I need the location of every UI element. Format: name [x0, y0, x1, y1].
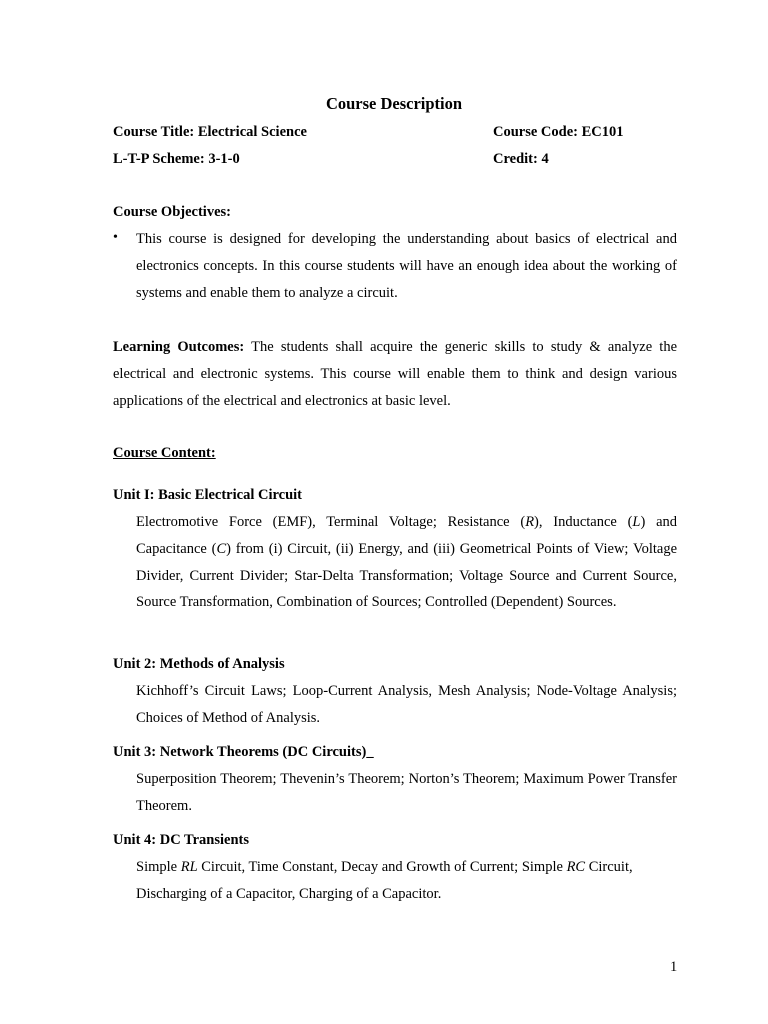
learning-outcomes	[113, 334, 677, 414]
page-title: Course Description	[325, 94, 463, 113]
unit4-text	[136, 854, 677, 908]
unit1-text	[136, 509, 677, 616]
objectives-text: This course is designed for developing the understanding about basics of electrical and electronics concepts. In this course students will have an enough idea about the working of systems and enable them to analyze a circuit.	[136, 231, 677, 301]
unit1-text-part: ) and Capacitance (	[136, 514, 678, 557]
unit4-var-rc: RC	[566, 859, 586, 875]
unit2-text: Kichhoff’s Circuit Laws; Loop-Current Analysis, Mesh Analysis; Node-Voltage Analysis; Choices of Method of Analysis.	[136, 683, 677, 726]
unit2-heading: Unit 2: Methods of Analysis	[113, 656, 285, 672]
unit4-heading: Unit 4: DC Transients	[113, 832, 250, 848]
unit1-text-part: ) from (i) Circuit, (ii) Energy, and (iii) Geometrical Points of View; Voltage Divider, Current Divider; Star-Delta Transformation; Voltage Source and Current Source, Source Transformation, Combination of Sources; Controlled (Dependent) Sources.	[136, 540, 678, 611]
unit1-var-l: L	[632, 514, 641, 530]
objectives-heading: Course Objectives:	[113, 204, 231, 220]
course-content-heading: Course Content:	[113, 445, 216, 461]
unit1-text-part: Electromotive Force (EMF), Terminal Voltage; Resistance (	[136, 514, 526, 530]
unit4-var-rl: RL	[180, 859, 198, 875]
bullet-icon: •	[113, 230, 118, 245]
learning-outcomes-text: The students shall acquire the generic skills to study & analyze the electrical and electronic systems. This course will enable them to think and design various applications of the electrical and electronics at basic level.	[113, 339, 678, 409]
unit1-var-r: R	[525, 514, 535, 530]
unit3-heading: Unit 3: Network Theorems (DC Circuits)_	[113, 744, 374, 760]
learning-outcomes-label: Learning Outcomes:	[113, 339, 245, 355]
unit1-heading: Unit I: Basic Electrical Circuit	[113, 487, 303, 503]
ltp-scheme: L-T-P Scheme: 3-1-0	[113, 151, 240, 167]
unit1-text-part: ), Inductance (	[534, 514, 633, 530]
page-number: 1	[670, 959, 678, 975]
credit: Credit: 4	[493, 151, 549, 167]
course-code: Course Code: EC101	[493, 124, 624, 140]
unit1-var-c: C	[216, 540, 227, 557]
unit4-text-part: Simple	[136, 859, 181, 875]
unit3-text: Superposition Theorem; Thevenin’s Theorem; Norton’s Theorem; Maximum Power Transfer Theorem.	[136, 771, 677, 814]
unit4-text-part: Circuit, Discharging of a Capacitor, Charging of a Capacitor.	[136, 859, 633, 902]
unit4-text-part: Circuit, Time Constant, Decay and Growth of Current; Simple	[197, 859, 567, 875]
course-title: Course Title: Electrical Science	[113, 124, 307, 140]
